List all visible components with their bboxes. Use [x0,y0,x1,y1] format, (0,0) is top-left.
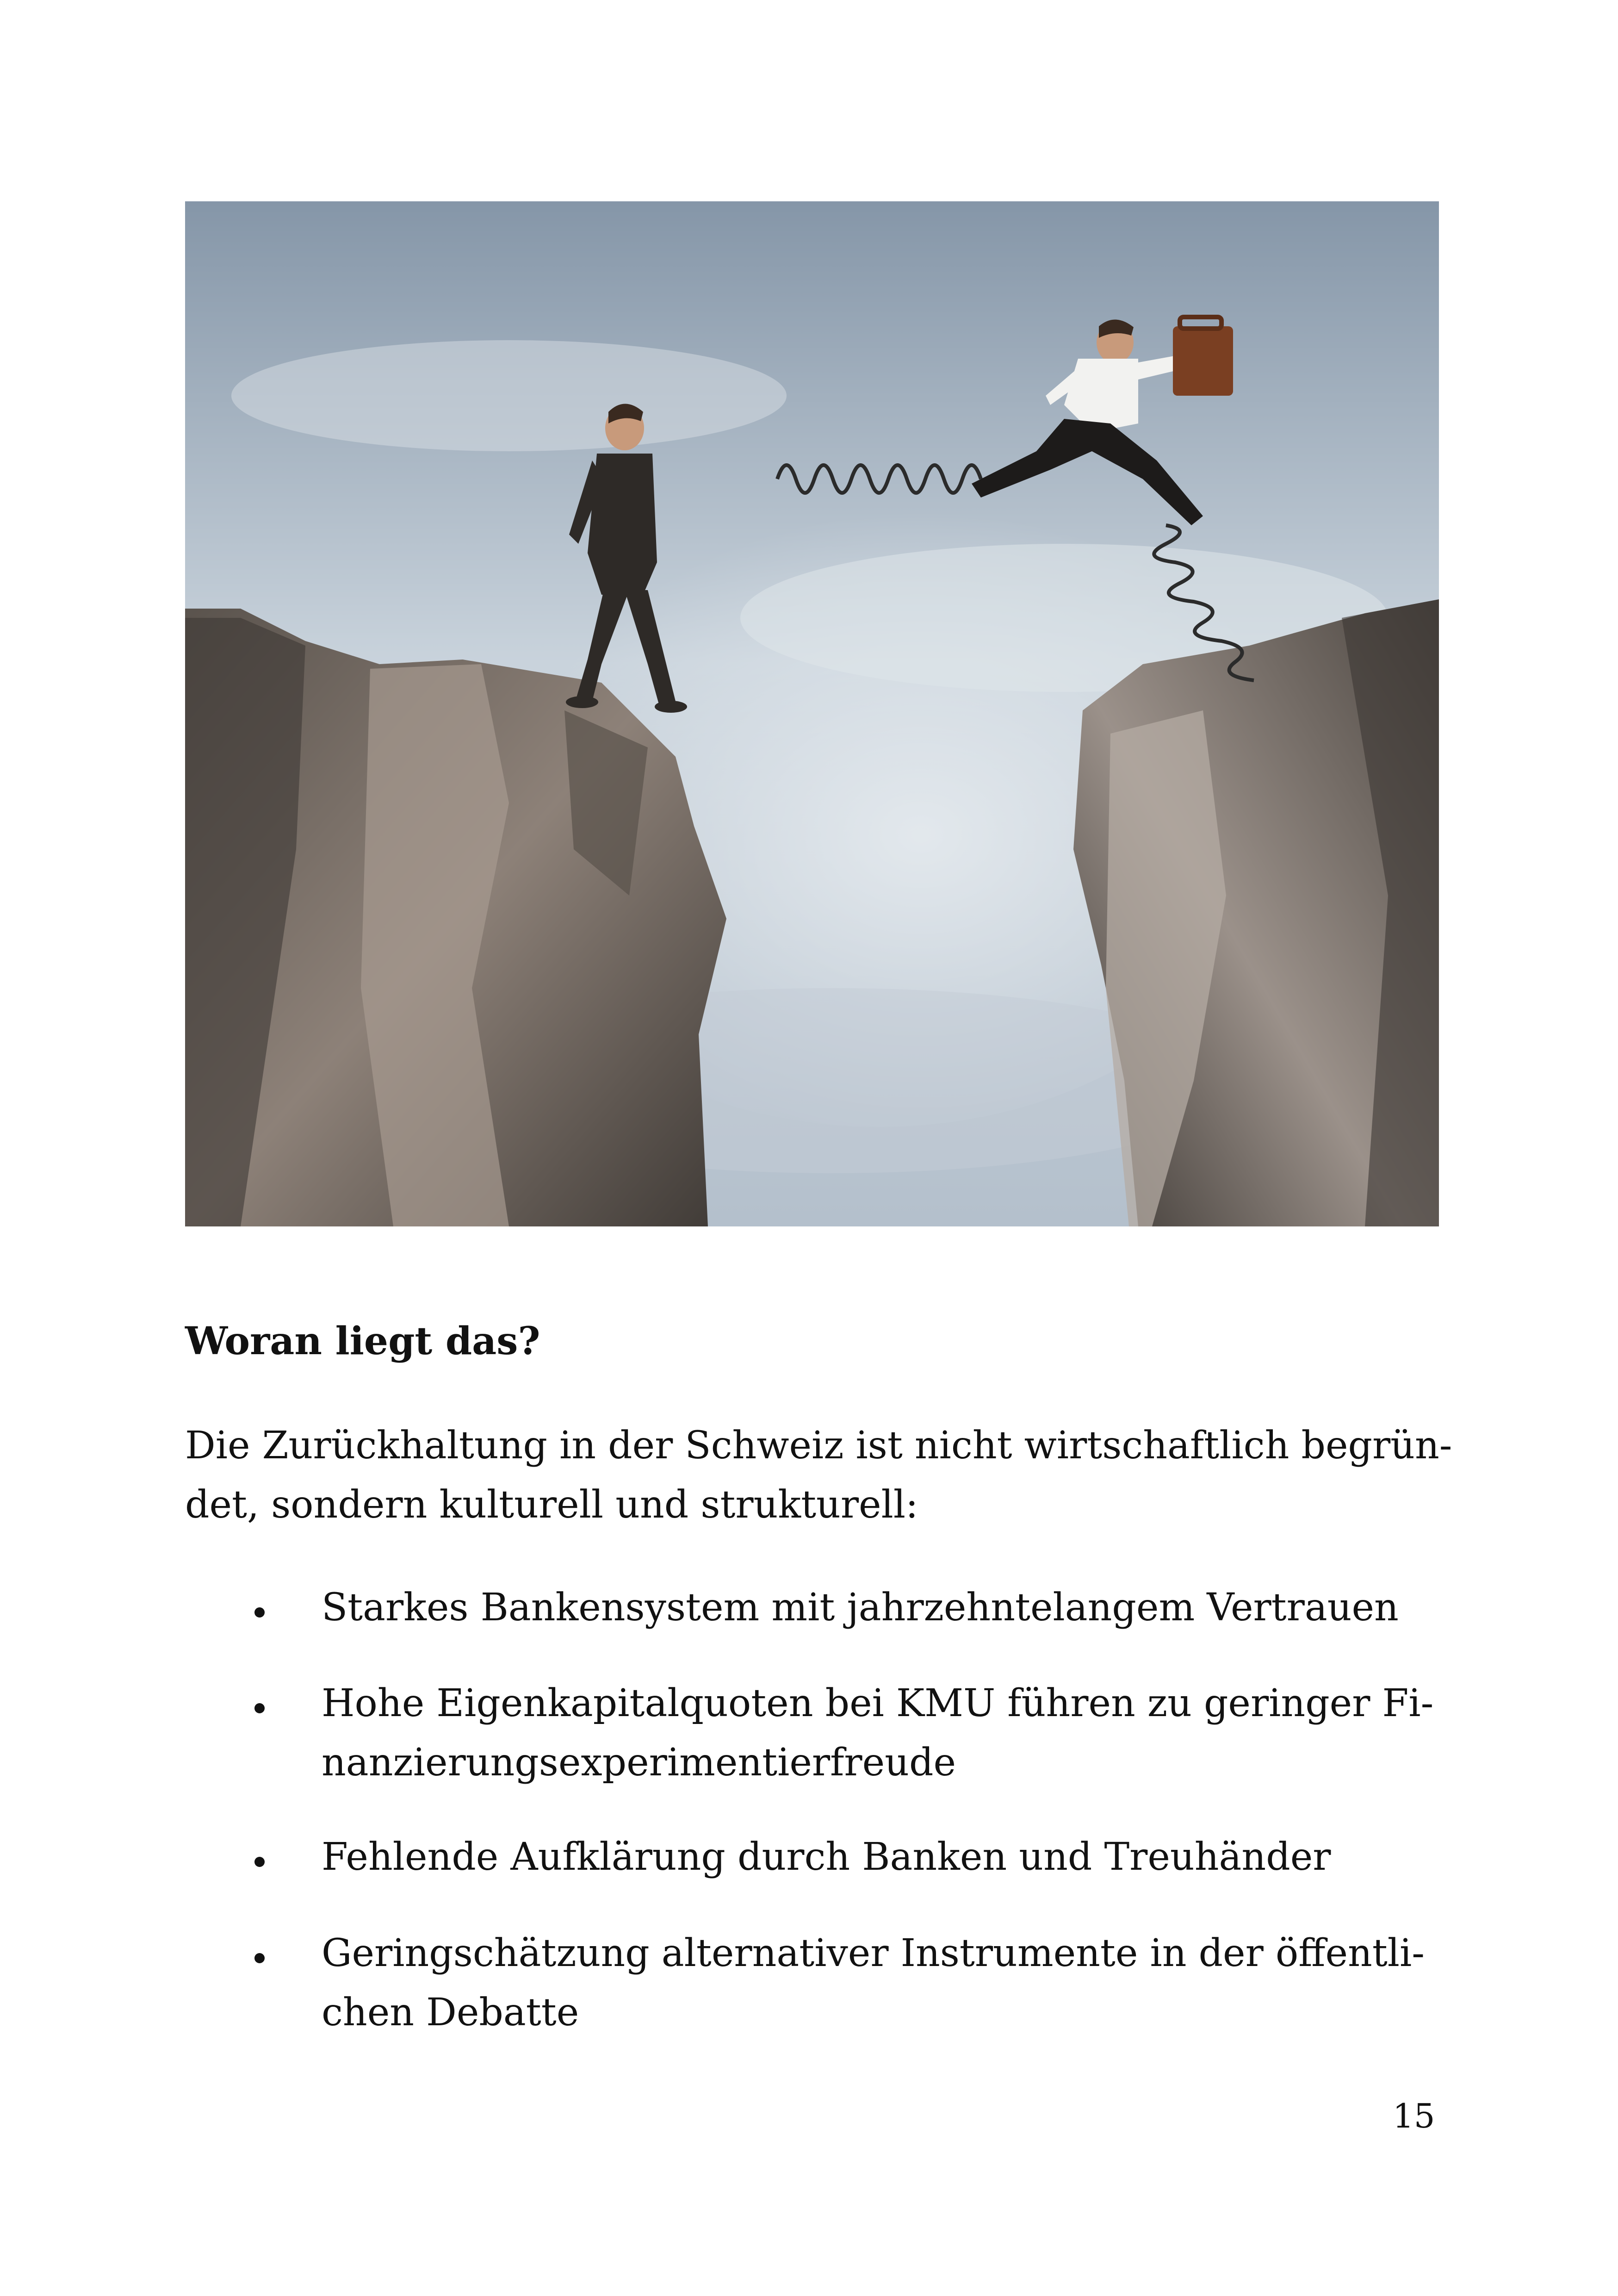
body-paragraph [185,1416,1452,1535]
list-item-line: Geringschätzung alternativer Instrumente in der öffentli- [322,1931,1425,1975]
list-item [322,1924,1425,2042]
paragraph-line: det, sondern kulturell und strukturell: [185,1483,918,1527]
cliff-jump-photo [185,201,1439,1226]
paragraph-line: Die Zurückhaltung in der Schweiz ist nicht wirtschaftlich begrün- [185,1424,1452,1468]
bullet-dot-icon [254,1607,265,1618]
list-item-line: chen Debatte [322,1991,579,2035]
photo-illustration [185,201,1439,1226]
list-item-line: Hohe Eigenkapitalquoten bei KMU führen zu geringer Fi- [322,1681,1434,1725]
bullet-dot-icon [254,1953,265,1963]
list-item-line: nanzierungsexperimentierfreude [322,1741,956,1785]
bullet-dot-icon [254,1703,265,1713]
list-item-line: Starkes Bankensystem mit jahrzehntelangem Vertrauen [322,1586,1399,1630]
list-item [322,1578,1399,1637]
list-item [322,1674,1433,1792]
section-heading: Woran liegt das? [185,1319,540,1363]
bullet-dot-icon [254,1857,265,1867]
page-number: 15 [1393,2097,1435,2135]
list-item [322,1828,1331,1887]
list-item-line: Fehlende Aufklärung durch Banken und Treuhänder [322,1835,1331,1879]
